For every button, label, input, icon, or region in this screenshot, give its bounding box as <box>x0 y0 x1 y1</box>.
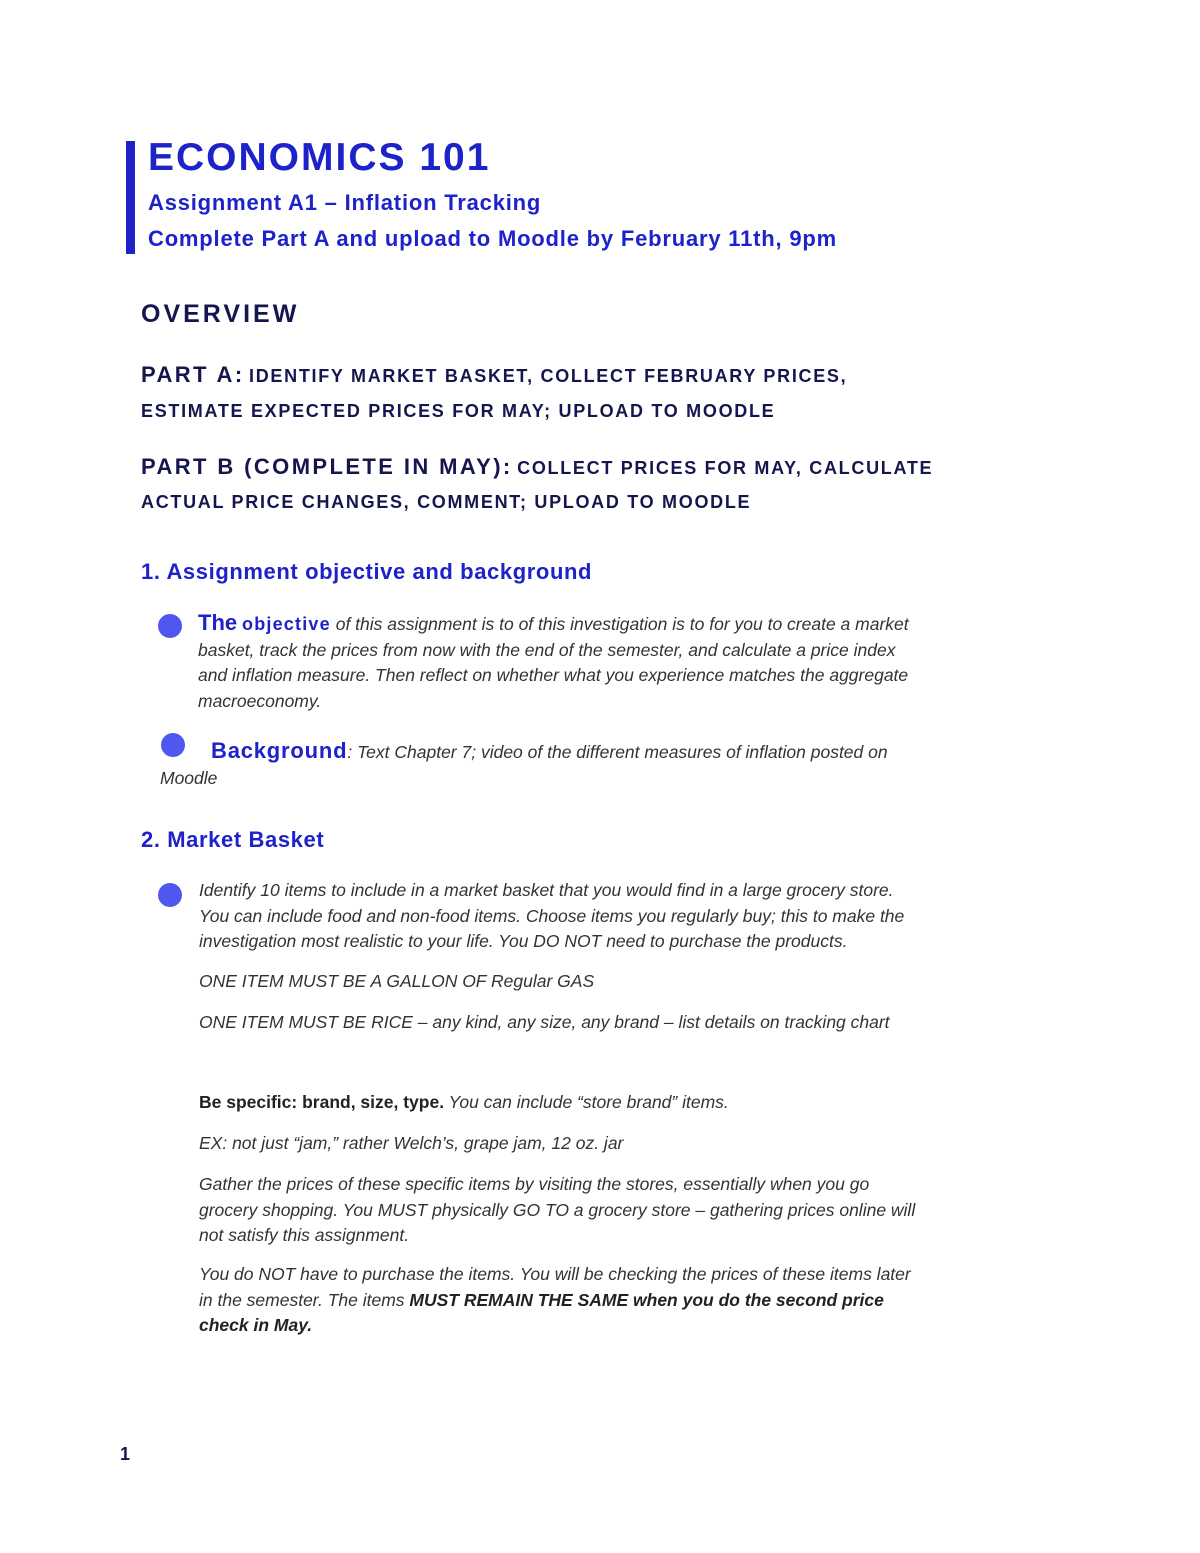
identify-line-2: You can include food and non-food items. Choose items you regularly buy; this to make the <box>199 905 905 926</box>
background-word: Background <box>211 738 348 763</box>
purchase-line-2 <box>199 1288 1039 1314</box>
objective-text-3: and inflation measure. Then reflect on whether what you experience matches the aggregate <box>198 665 909 685</box>
objective-lead: The <box>198 610 238 635</box>
specific-rest: You can include “store brand” items. <box>444 1092 729 1112</box>
example-line: EX: not just “jam,” rather Welch’s, grape jam, 12 oz. jar <box>199 1133 624 1153</box>
background-text-2: Moodle <box>160 767 218 788</box>
background-text: : Text Chapter 7; video of the different measures of inflation posted on <box>347 742 888 762</box>
purchase-line-1: You do NOT have to purchase the items. You will be checking the prices of these items later <box>199 1264 911 1284</box>
section-2-heading: 2. Market Basket <box>141 827 325 852</box>
part-a-line-1 <box>141 362 847 388</box>
assignment-deadline: Complete Part A and upload to Moodle by February 11th, 9pm <box>148 226 837 251</box>
part-b-line-1 <box>141 454 933 480</box>
identify-paragraph <box>199 878 1039 955</box>
header-accent-bar <box>126 141 135 254</box>
part-a-text-2: ESTIMATE EXPECTED PRICES FOR MAY; UPLOAD TO MOODLE <box>141 401 776 421</box>
gather-line-3: not satisfy this assignment. <box>199 1225 410 1245</box>
objective-text-1: of this assignment is to of this investigation is to for you to create a market <box>330 614 909 634</box>
objective-paragraph <box>198 610 1038 714</box>
gather-paragraph <box>199 1172 1039 1249</box>
overview-heading: OVERVIEW <box>141 300 300 328</box>
purchase-line-2b: MUST REMAIN THE SAME when you do the second price <box>409 1289 884 1310</box>
part-a-text-1: IDENTIFY MARKET BASKET, COLLECT FEBRUARY PRICES, <box>249 366 848 386</box>
gather-line-2: grocery shopping. You MUST physically GO TO a grocery store – gathering prices online will <box>199 1199 916 1220</box>
gather-line-1: Gather the prices of these specific items by visiting the stores, essentially when you go <box>199 1174 870 1194</box>
purchase-paragraph <box>199 1262 1039 1339</box>
document-title: ECONOMICS 101 <box>148 136 491 179</box>
identify-line-3: investigation most realistic to your life. You DO NOT need to purchase the products. <box>199 931 848 951</box>
objective-text-4: macroeconomy. <box>198 690 322 711</box>
part-b-label: PART B (COMPLETE IN MAY): <box>141 454 513 479</box>
assignment-subtitle: Assignment A1 – Inflation Tracking <box>148 190 542 215</box>
specific-bold: Be specific: brand, size, type. <box>199 1092 445 1112</box>
objective-word: objective <box>242 614 331 634</box>
specific-line <box>199 1092 729 1113</box>
purchase-line-3: check in May. <box>199 1315 313 1335</box>
purchase-line-2a: in the semester. The items <box>199 1289 410 1310</box>
part-b-text-1: COLLECT PRICES FOR MAY, CALCULATE <box>517 458 934 478</box>
objective-text-2: basket, track the prices from now with the end of the semester, and calculate a price index <box>198 639 896 660</box>
section-1-heading: 1. Assignment objective and background <box>141 559 593 584</box>
identify-line-1: Identify 10 items to include in a market basket that you would find in a large grocery store. <box>199 880 894 900</box>
gas-requirement: ONE ITEM MUST BE A GALLON OF Regular GAS <box>199 971 595 991</box>
part-b-text-2: ACTUAL PRICE CHANGES, COMMENT; UPLOAD TO MOODLE <box>141 492 752 512</box>
page-number: 1 <box>120 1444 131 1464</box>
part-a-label: PART A: <box>141 362 245 387</box>
rice-requirement: ONE ITEM MUST BE RICE – any kind, any size, any brand – list details on tracking chart <box>199 1012 890 1032</box>
bullet-icon <box>158 614 182 638</box>
background-paragraph <box>160 738 1040 791</box>
bullet-icon <box>158 883 182 907</box>
